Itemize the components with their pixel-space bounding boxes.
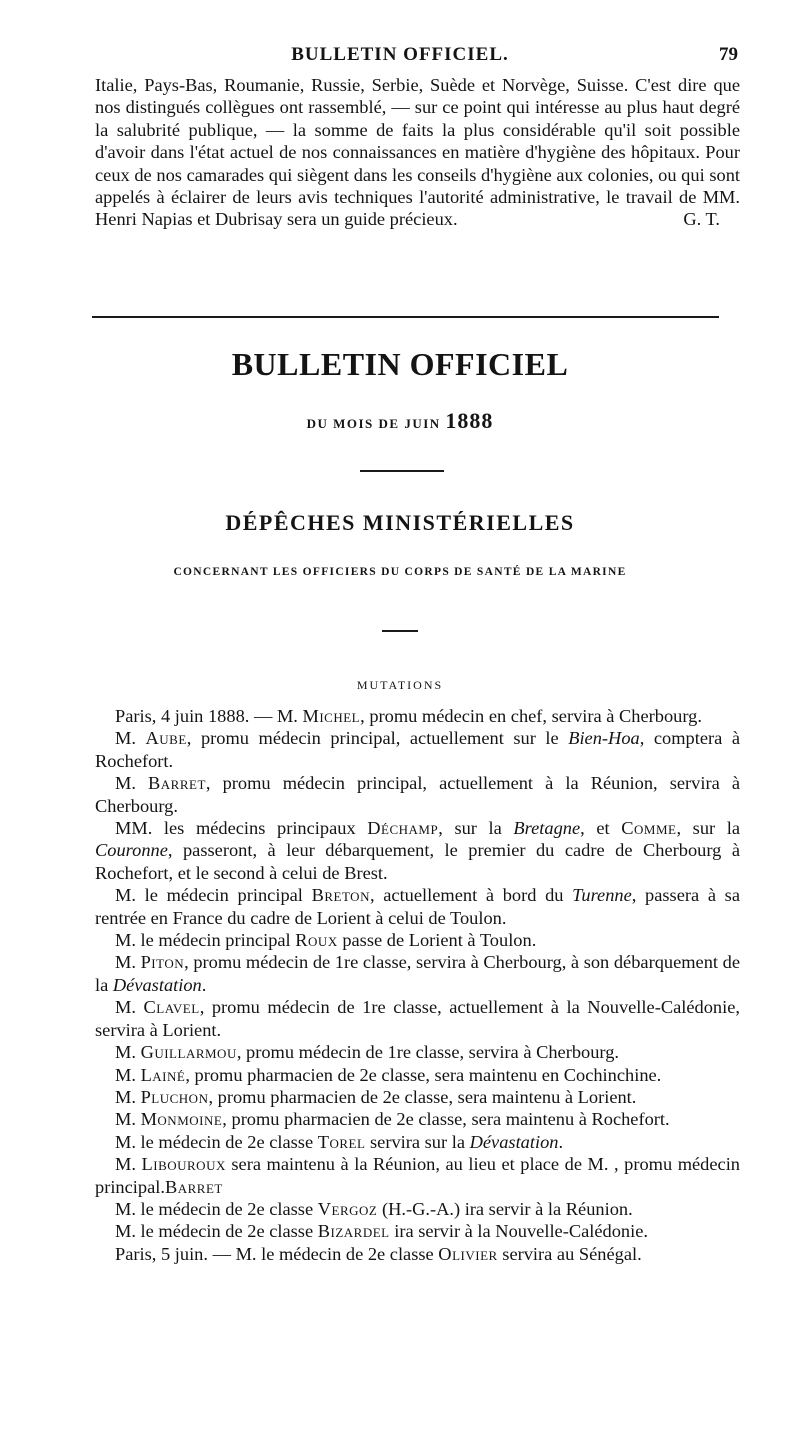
entry-text: M. le médecin principal xyxy=(115,930,296,951)
person-name: Torel xyxy=(317,1131,366,1152)
list-item xyxy=(95,1198,740,1220)
person-name: Breton xyxy=(311,885,370,906)
list-item xyxy=(95,884,740,929)
ship-name: Bien-Hoa xyxy=(568,728,640,749)
ship-name: Turenne xyxy=(572,885,632,906)
person-name: Vergoz xyxy=(317,1198,378,1219)
entry-text: . xyxy=(201,974,207,995)
entry-text: M. xyxy=(115,728,146,749)
person-name: Monmoine xyxy=(140,1109,223,1130)
person-name: Comme xyxy=(621,818,677,839)
bulletin-subtitle-year: 1888 xyxy=(445,408,494,433)
entry-text: , promu médecin de 1re classe, servira à Cherbourg. xyxy=(236,1042,619,1063)
bulletin-subtitle-prefix: DU MOIS DE JUIN xyxy=(306,416,441,431)
intro-text: Italie, Pays-Bas, Roumanie, Russie, Serbie, Suède et Norvège, Suisse. C'est dire que nos distingués collègues ont rassemblé, — sur ce point qui intéresse au plus haut degré la salubrité publique, — la somme de faits la plus considérable qu'il soit possible d'avoir dans l'état actuel de nos connaissances en matière d'hygiène des hôpitaux. Pour ceux de nos camarades qui siègent dans les conseils d'hygiène aux colonies, ou qui sont appelés à éclairer de leurs avis techniques l'autorité administrative, le travail de MM. Henri Napias et Dubrisay sera un guide précieux. xyxy=(95,75,740,230)
entry-text: M. xyxy=(115,1086,141,1107)
list-item xyxy=(95,1220,740,1242)
signature: G. T. xyxy=(683,209,720,230)
entry-text: , et xyxy=(580,818,622,839)
entry-text: M. le médecin de 2e classe xyxy=(115,1131,318,1152)
entry-text: M. xyxy=(115,773,149,794)
list-item xyxy=(95,772,740,817)
entry-text: servira au Sénégal. xyxy=(497,1243,642,1264)
entry-text: , passeront, à leur débarquement, le premier du cadre de Cherbourg à Rochefort, et le second à celui de Brest. xyxy=(95,840,740,883)
entry-text: M. xyxy=(115,997,144,1018)
entry-text: , sur la xyxy=(676,818,741,839)
person-name: Olivier xyxy=(438,1243,498,1264)
entry-text: , promu pharmacien de 2e classe, sera maintenu en Cochinchine. xyxy=(185,1064,662,1085)
entry-text: sera maintenu à la Réunion, au lieu et place de M. xyxy=(225,1154,615,1175)
section-subtitle: CONCERNANT LES OFFICIERS DU CORPS DE SANTÉ DE LA MARINE xyxy=(173,566,627,578)
title-divider xyxy=(360,470,444,472)
ship-name: Couronne xyxy=(95,840,168,861)
person-name: Barret xyxy=(148,773,206,794)
subsection-divider xyxy=(382,630,418,632)
entry-text: M. xyxy=(115,1042,141,1063)
entry-text: M. le médecin de 2e classe xyxy=(115,1198,318,1219)
list-item xyxy=(95,1108,740,1130)
entry-text: , promu médecin principal. xyxy=(95,1154,740,1197)
person-name: Déchamp xyxy=(367,818,439,839)
entry-text: servira sur la xyxy=(365,1131,470,1152)
entry-text: , promu pharmacien de 2e classe, sera maintenu à Lorient. xyxy=(208,1086,637,1107)
person-name: Bizardel xyxy=(317,1221,390,1242)
list-item xyxy=(95,705,740,727)
entry-text: M. xyxy=(115,1154,142,1175)
entry-text: ira servir à la Nouvelle-Calédonie. xyxy=(389,1221,648,1242)
entry-text: Paris, 5 juin. — M. le médecin de 2e classe xyxy=(115,1243,439,1264)
entry-text: MM. les médecins principaux xyxy=(115,818,368,839)
person-name: Clavel xyxy=(143,997,200,1018)
entry-text: , promu médecin principal, actuellement sur le xyxy=(186,728,569,749)
entry-text: . xyxy=(558,1131,564,1152)
entry-text: Paris, 4 juin 1888. — M. xyxy=(115,706,303,726)
intro-paragraph xyxy=(95,74,740,231)
list-item xyxy=(95,817,740,884)
list-item xyxy=(95,1153,740,1198)
entry-text: M. xyxy=(115,1109,141,1130)
person-name: Guillarmou xyxy=(140,1042,237,1063)
list-item xyxy=(95,929,740,951)
person-name: Roux xyxy=(295,930,338,951)
bulletin-title: BULLETIN OFFICIEL xyxy=(231,346,569,382)
entry-text: M. xyxy=(115,1064,141,1085)
entry-text: , promu médecin en chef, servira à Cherbourg. xyxy=(360,706,702,726)
person-name: Piton xyxy=(140,952,185,973)
person-name: Aube xyxy=(145,728,187,749)
entry-text: (H.-G.-A.) ira servir à la Réunion. xyxy=(377,1198,633,1219)
person-name: Lainé xyxy=(140,1064,186,1085)
running-head xyxy=(0,44,800,74)
entry-text: M. le médecin de 2e classe xyxy=(115,1221,318,1242)
entry-text: , passera à sa rentrée en France du cadre de Lorient à celui de Toulon. xyxy=(95,885,740,928)
mutations-heading: MUTATIONS xyxy=(356,678,444,692)
list-item xyxy=(95,1064,740,1086)
ship-name: Dévastation xyxy=(112,974,202,995)
entry-text: , promu pharmacien de 2e classe, sera maintenu à Rochefort. xyxy=(222,1109,670,1130)
section-divider xyxy=(92,316,719,318)
entry-text: , comptera à Rochefort. xyxy=(95,728,740,771)
entry-text: , promu médecin de 1re classe, servira à Cherbourg, à son débarquement de la xyxy=(95,952,740,995)
entry-text: , sur la xyxy=(438,818,514,839)
ship-name: Dévastation xyxy=(469,1131,559,1152)
entry-text: M. xyxy=(115,952,141,973)
page-number: 79 xyxy=(719,44,738,65)
entry-text: passe de Lorient à Toulon. xyxy=(337,930,537,951)
bulletin-subtitle xyxy=(0,408,800,434)
list-item xyxy=(95,1086,740,1108)
list-item xyxy=(95,1243,740,1265)
list-item xyxy=(95,1131,740,1153)
person-name: Barret xyxy=(164,1176,223,1197)
list-item xyxy=(95,951,740,996)
section-title: DÉPÊCHES MINISTÉRIELLES xyxy=(225,510,575,535)
running-title: BULLETIN OFFICIEL. xyxy=(291,44,509,65)
ship-name: Bretagne xyxy=(513,818,581,839)
entry-text: , actuellement à bord du xyxy=(369,885,573,906)
list-item xyxy=(95,727,740,772)
entry-text: , promu médecin principal, actuellement à la Réunion, servira à Cherbourg. xyxy=(95,773,740,816)
person-name: Pluchon xyxy=(140,1086,209,1107)
entry-text: M. le médecin principal xyxy=(115,885,312,906)
person-name: Michel xyxy=(302,706,361,726)
entry-text: , promu médecin de 1re classe, actuellement à la Nouvelle-Calédonie, servira à Lorient. xyxy=(95,997,740,1040)
list-item xyxy=(95,1041,740,1063)
person-name: Libouroux xyxy=(141,1154,226,1175)
list-item xyxy=(95,996,740,1041)
entries-list xyxy=(95,705,740,1265)
